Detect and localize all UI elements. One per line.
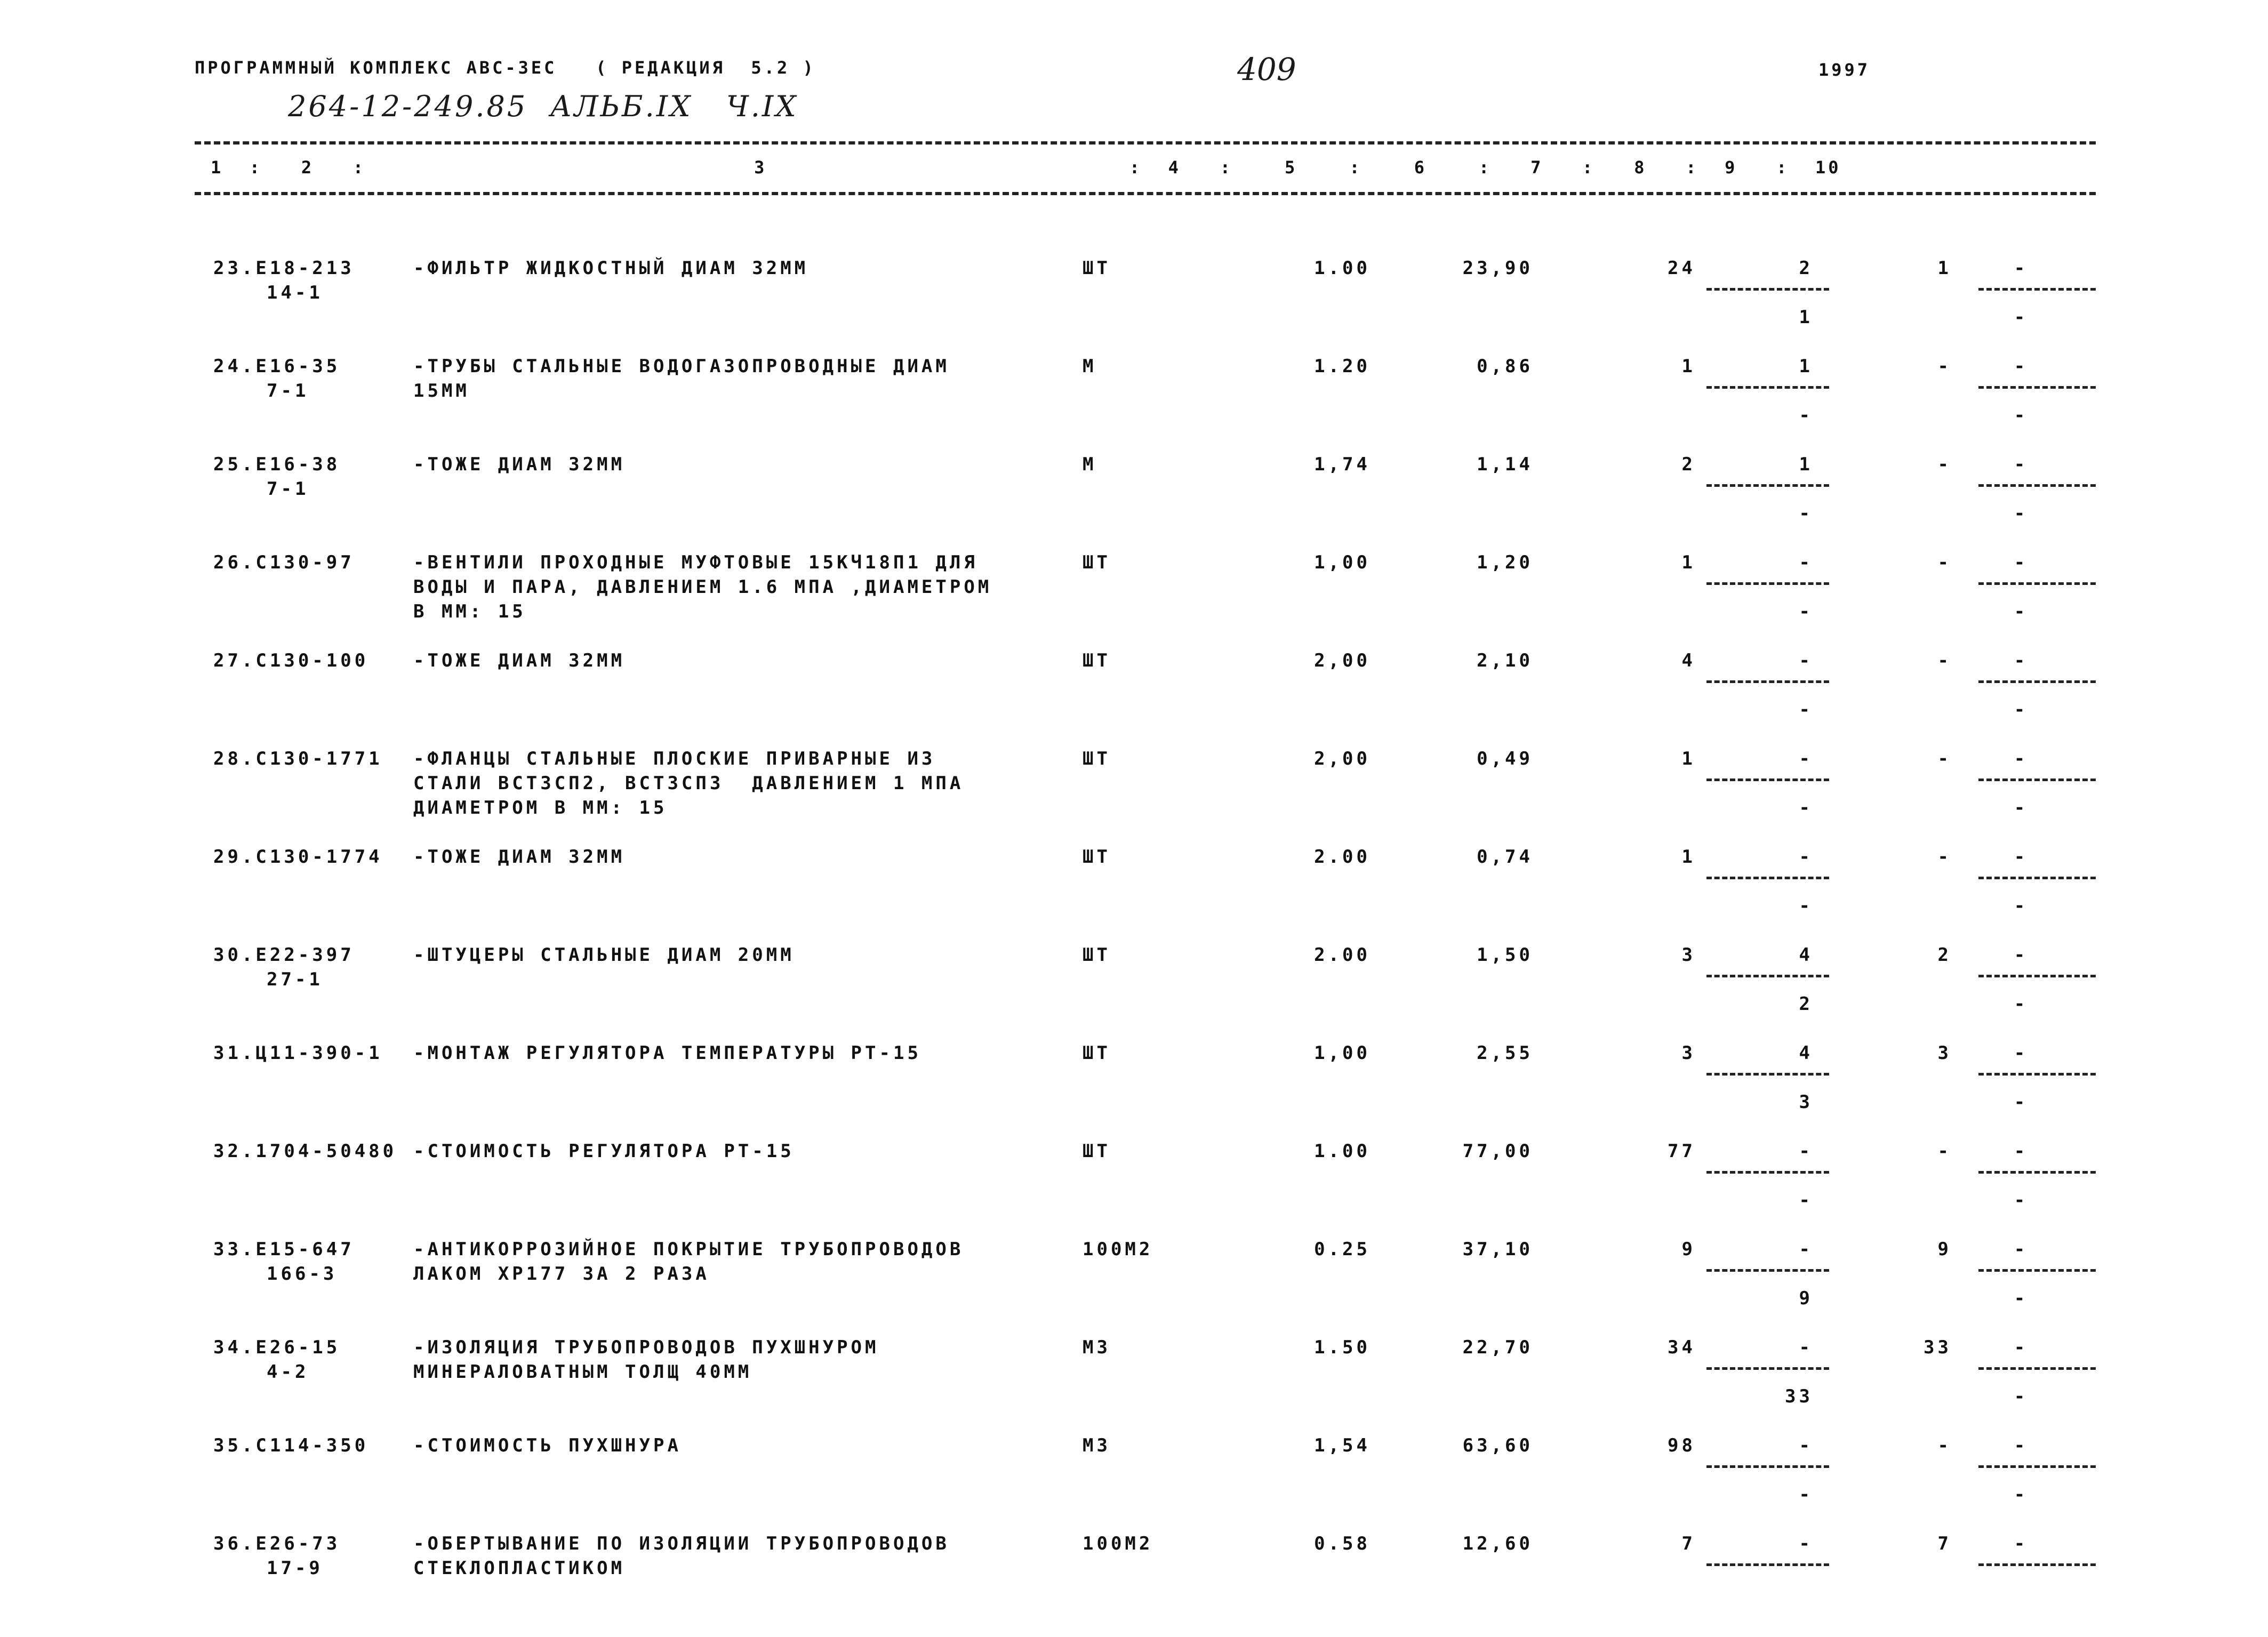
row-unit-price: 1,50 — [1477, 944, 1533, 966]
row-col10-top: - — [2014, 1337, 2029, 1358]
row-total: 7 — [1681, 1533, 1696, 1554]
row-description: -ОБЕРТЫВАНИЕ ПО ИЗОЛЯЦИИ ТРУБОПРОВОДОВ СТЕКЛОПЛАСТИКОМ — [413, 1533, 950, 1579]
row-description: -ТРУБЫ СТАЛЬНЫЕ ВОДОГАЗОПРОВОДНЫЕ ДИАМ 15ММ — [413, 356, 950, 402]
row-col8-bottom: - — [1799, 601, 1813, 622]
row-col10-top: - — [2014, 1435, 2029, 1456]
row-quantity: 2,00 — [1314, 650, 1371, 671]
row-subcode: 17-9 — [267, 1558, 323, 1579]
col8-fraction-line — [1706, 484, 1829, 487]
header-rule — [195, 192, 2096, 195]
row-quantity: 2,00 — [1314, 748, 1371, 769]
row-description: -ВЕНТИЛИ ПРОХОДНЫЕ МУФТОВЫЕ 15КЧ18П1 ДЛЯ ВОДЫ И ПАРА, ДАВЛЕНИЕМ 1.6 МПА ,ДИАМЕТРОМ В ММ: 15 — [413, 552, 992, 622]
row-col9: 9 — [1937, 1239, 1952, 1260]
col8-fraction-line — [1706, 582, 1829, 585]
col8-fraction-line — [1706, 1171, 1829, 1174]
top-rule — [195, 141, 2096, 145]
row-quantity: 1,74 — [1314, 454, 1371, 475]
table-row — [0, 1335, 2268, 1431]
col10-fraction-line — [1978, 1563, 2096, 1566]
row-total: 1 — [1681, 356, 1696, 377]
row-col10-top: - — [2014, 748, 2029, 769]
row-col8-top: - — [1799, 1239, 1813, 1260]
row-col8-top: - — [1799, 552, 1813, 573]
row-total: 9 — [1681, 1239, 1696, 1260]
row-description: -ТОЖЕ ДИАМ 32ММ — [413, 650, 626, 671]
row-col9: - — [1937, 748, 1952, 769]
col10-fraction-line — [1978, 1073, 2096, 1076]
row-code: 25.Е16-38 — [213, 454, 341, 475]
row-col10-top: - — [2014, 650, 2029, 671]
column-header-row: 1 : 2 : 3 : 4 : 5 : 6 : 7 : 8 : 9 : 10 — [211, 157, 1841, 178]
row-col8-top: - — [1799, 748, 1813, 769]
row-subcode: 4-2 — [267, 1361, 309, 1383]
page-number: 409 — [1237, 51, 1296, 87]
row-col8-bottom: - — [1799, 503, 1813, 524]
row-total: 34 — [1668, 1337, 1696, 1358]
row-col8-bottom: - — [1799, 405, 1813, 426]
col8-fraction-line — [1706, 1367, 1829, 1370]
row-col8-top: 2 — [1799, 258, 1813, 279]
row-col10-top: - — [2014, 356, 2029, 377]
row-col10-bottom: - — [2014, 993, 2029, 1015]
table-row — [0, 256, 2268, 352]
table-row — [0, 550, 2268, 646]
row-col8-bottom: 2 — [1799, 993, 1813, 1015]
row-unit-price: 1,20 — [1477, 552, 1533, 573]
row-col8-bottom: 33 — [1785, 1386, 1813, 1407]
row-quantity: 1.00 — [1314, 258, 1371, 279]
row-col10-bottom: - — [2014, 1288, 2029, 1309]
row-unit: ШТ — [1083, 1141, 1111, 1162]
table-row — [0, 845, 2268, 941]
col8-fraction-line — [1706, 680, 1829, 683]
row-code: 35.С114-350 — [213, 1435, 369, 1456]
row-col9: 7 — [1937, 1533, 1952, 1554]
row-unit-price: 0,49 — [1477, 748, 1533, 769]
row-description: -ФИЛЬТР ЖИДКОСТНЫЙ ДИАМ 32ММ — [413, 258, 809, 279]
row-description: -МОНТАЖ РЕГУЛЯТОРА ТЕМПЕРАТУРЫ РТ-15 — [413, 1042, 921, 1064]
row-description: -СТОИМОСТЬ РЕГУЛЯТОРА РТ-15 — [413, 1141, 795, 1162]
row-subcode: 7-1 — [267, 380, 309, 402]
row-col8-top: - — [1799, 1141, 1813, 1162]
row-col9: 3 — [1937, 1042, 1952, 1064]
col10-fraction-line — [1978, 779, 2096, 781]
table-row — [0, 354, 2268, 450]
program-title: ПРОГРАММНЫЙ КОМПЛЕКС АВС-ЗЕС ( РЕДАКЦИЯ 5.2 ) — [195, 58, 816, 78]
row-unit-price: 1,14 — [1477, 454, 1533, 475]
row-unit: ШТ — [1083, 846, 1111, 868]
row-col9: - — [1937, 552, 1952, 573]
col8-fraction-line — [1706, 1563, 1829, 1566]
row-quantity: 1.20 — [1314, 356, 1371, 377]
col10-fraction-line — [1978, 1465, 2096, 1468]
row-unit-price: 37,10 — [1462, 1239, 1533, 1260]
col10-fraction-line — [1978, 288, 2096, 291]
row-code: 26.С130-97 — [213, 552, 355, 573]
col8-fraction-line — [1706, 1269, 1829, 1272]
row-col10-bottom: - — [2014, 895, 2029, 917]
row-col9: 1 — [1937, 258, 1952, 279]
row-col9: - — [1937, 650, 1952, 671]
row-unit-price: 2,55 — [1477, 1042, 1533, 1064]
row-col10-bottom: - — [2014, 405, 2029, 426]
row-code: 32.1704-50480 — [213, 1141, 397, 1162]
row-col10-top: - — [2014, 944, 2029, 966]
row-col10-bottom: - — [2014, 797, 2029, 818]
row-col10-bottom: - — [2014, 1190, 2029, 1211]
row-col10-top: - — [2014, 258, 2029, 279]
row-unit: ШТ — [1083, 748, 1111, 769]
row-code: 30.Е22-397 — [213, 944, 355, 966]
col10-fraction-line — [1978, 484, 2096, 487]
row-unit: М3 — [1083, 1337, 1111, 1358]
row-code: 33.Е15-647 — [213, 1239, 355, 1260]
row-description: -ТОЖЕ ДИАМ 32ММ — [413, 846, 626, 868]
row-total: 98 — [1668, 1435, 1696, 1456]
col10-fraction-line — [1978, 1171, 2096, 1174]
row-col8-top: 4 — [1799, 944, 1813, 966]
col10-fraction-line — [1978, 975, 2096, 977]
row-total: 77 — [1668, 1141, 1696, 1162]
row-quantity: 1.00 — [1314, 1141, 1371, 1162]
row-code: 31.Ц11-390-1 — [213, 1042, 383, 1064]
row-col8-top: - — [1799, 846, 1813, 868]
row-unit: ШТ — [1083, 944, 1111, 966]
row-quantity: 1.50 — [1314, 1337, 1371, 1358]
row-code: 29.С130-1774 — [213, 846, 383, 868]
row-col10-bottom: - — [2014, 503, 2029, 524]
col10-fraction-line — [1978, 877, 2096, 879]
col10-fraction-line — [1978, 1269, 2096, 1272]
col8-fraction-line — [1706, 386, 1829, 389]
row-col8-top: - — [1799, 1435, 1813, 1456]
col8-fraction-line — [1706, 779, 1829, 781]
row-unit: 100М2 — [1083, 1239, 1153, 1260]
row-quantity: 1,00 — [1314, 552, 1371, 573]
row-subcode: 7-1 — [267, 478, 309, 500]
row-col10-top: - — [2014, 1141, 2029, 1162]
row-col10-top: - — [2014, 1042, 2029, 1064]
handwritten-reference: 264-12-249.85 АЛЬБ.IX Ч.IX — [288, 90, 798, 123]
row-code: 24.Е16-35 — [213, 356, 341, 377]
col10-fraction-line — [1978, 680, 2096, 683]
row-col10-bottom: - — [2014, 1484, 2029, 1505]
table-row — [0, 1237, 2268, 1333]
row-col10-top: - — [2014, 552, 2029, 573]
row-col8-top: - — [1799, 1337, 1813, 1358]
row-col8-top: 1 — [1799, 356, 1813, 377]
row-quantity: 2.00 — [1314, 944, 1371, 966]
row-unit-price: 22,70 — [1462, 1337, 1533, 1358]
row-description: -ФЛАНЦЫ СТАЛЬНЫЕ ПЛОСКИЕ ПРИВАРНЫЕ ИЗ СТАЛИ ВСТЗСП2, ВСТЗСПЗ ДАВЛЕНИЕМ 1 МПА ДИАМЕТРОМ В ММ: 15 — [413, 748, 964, 818]
row-total: 4 — [1681, 650, 1696, 671]
row-col8-top: - — [1799, 650, 1813, 671]
row-col9: 33 — [1924, 1337, 1952, 1358]
row-total: 3 — [1681, 944, 1696, 966]
row-total: 1 — [1681, 552, 1696, 573]
row-col10-top: - — [2014, 454, 2029, 475]
row-unit-price: 63,60 — [1462, 1435, 1533, 1456]
row-col8-top: 4 — [1799, 1042, 1813, 1064]
row-col10-top: - — [2014, 846, 2029, 868]
col8-fraction-line — [1706, 877, 1829, 879]
row-col9: - — [1937, 356, 1952, 377]
col8-fraction-line — [1706, 1073, 1829, 1076]
row-quantity: 2.00 — [1314, 846, 1371, 868]
row-quantity: 0.25 — [1314, 1239, 1371, 1260]
table-row — [0, 452, 2268, 548]
row-subcode: 166-3 — [267, 1263, 338, 1285]
row-description: -ШТУЦЕРЫ СТАЛЬНЫЕ ДИАМ 20ММ — [413, 944, 795, 966]
col10-fraction-line — [1978, 386, 2096, 389]
row-quantity: 1,54 — [1314, 1435, 1371, 1456]
row-col8-bottom: - — [1799, 797, 1813, 818]
row-col9: - — [1937, 454, 1952, 475]
row-code: 23.Е18-213 — [213, 258, 355, 279]
table-row — [0, 1531, 2268, 1627]
row-unit-price: 2,10 — [1477, 650, 1533, 671]
row-total: 3 — [1681, 1042, 1696, 1064]
table-row — [0, 648, 2268, 744]
row-unit-price: 77,00 — [1462, 1141, 1533, 1162]
row-col8-bottom: 9 — [1799, 1288, 1813, 1309]
row-code: 36.Е26-73 — [213, 1533, 341, 1554]
row-description: -ТОЖЕ ДИАМ 32ММ — [413, 454, 626, 475]
col8-fraction-line — [1706, 1465, 1829, 1468]
row-subcode: 14-1 — [267, 282, 323, 303]
row-col8-top: - — [1799, 1533, 1813, 1554]
row-col8-bottom: 1 — [1799, 307, 1813, 328]
row-subcode: 27-1 — [267, 969, 323, 990]
row-total: 1 — [1681, 748, 1696, 769]
row-unit-price: 0,86 — [1477, 356, 1533, 377]
row-unit: ШТ — [1083, 650, 1111, 671]
table-row — [0, 747, 2268, 842]
year: 1997 — [1818, 60, 1871, 80]
row-col10-bottom: - — [2014, 699, 2029, 720]
col8-fraction-line — [1706, 975, 1829, 977]
row-col8-bottom: - — [1799, 895, 1813, 917]
row-unit-price: 23,90 — [1462, 258, 1533, 279]
row-unit: М3 — [1083, 1435, 1111, 1456]
table-row — [0, 1139, 2268, 1235]
row-total: 24 — [1668, 258, 1696, 279]
col10-fraction-line — [1978, 1367, 2096, 1370]
row-description: -ИЗОЛЯЦИЯ ТРУБОПРОВОДОВ ПУХШНУРОМ МИНЕРАЛОВАТНЫМ ТОЛЩ 40ММ — [413, 1337, 879, 1383]
row-col8-bottom: - — [1799, 699, 1813, 720]
row-col10-bottom: - — [2014, 1092, 2029, 1113]
row-description: -АНТИКОРРОЗИЙНОЕ ПОКРЫТИЕ ТРУБОПРОВОДОВ ЛАКОМ ХР177 ЗА 2 РАЗА — [413, 1239, 964, 1285]
row-code: 28.С130-1771 — [213, 748, 383, 769]
row-unit-price: 12,60 — [1462, 1533, 1533, 1554]
row-total: 2 — [1681, 454, 1696, 475]
row-description: -СТОИМОСТЬ ПУХШНУРА — [413, 1435, 682, 1456]
row-col9: 2 — [1937, 944, 1952, 966]
row-unit: М — [1083, 356, 1097, 377]
row-col8-bottom: - — [1799, 1484, 1813, 1505]
row-col10-bottom: - — [2014, 1386, 2029, 1407]
row-col9: - — [1937, 846, 1952, 868]
row-code: 34.Е26-15 — [213, 1337, 341, 1358]
row-unit: М — [1083, 454, 1097, 475]
table-row — [0, 1433, 2268, 1529]
row-code: 27.С130-100 — [213, 650, 369, 671]
row-col10-top: - — [2014, 1239, 2029, 1260]
row-unit: ШТ — [1083, 1042, 1111, 1064]
row-col10-bottom: - — [2014, 307, 2029, 328]
row-quantity: 1,00 — [1314, 1042, 1371, 1064]
row-unit-price: 0,74 — [1477, 846, 1533, 868]
row-quantity: 0.58 — [1314, 1533, 1371, 1554]
row-unit: 100М2 — [1083, 1533, 1153, 1554]
row-col8-bottom: 3 — [1799, 1092, 1813, 1113]
row-total: 1 — [1681, 846, 1696, 868]
table-row — [0, 1041, 2268, 1137]
row-col10-bottom: - — [2014, 601, 2029, 622]
row-col10-top: - — [2014, 1533, 2029, 1554]
table-row — [0, 943, 2268, 1039]
row-unit: ШТ — [1083, 258, 1111, 279]
col8-fraction-line — [1706, 288, 1829, 291]
row-col8-bottom: - — [1799, 1190, 1813, 1211]
row-col8-top: 1 — [1799, 454, 1813, 475]
col10-fraction-line — [1978, 582, 2096, 585]
row-col9: - — [1937, 1141, 1952, 1162]
row-unit: ШТ — [1083, 552, 1111, 573]
row-col9: - — [1937, 1435, 1952, 1456]
